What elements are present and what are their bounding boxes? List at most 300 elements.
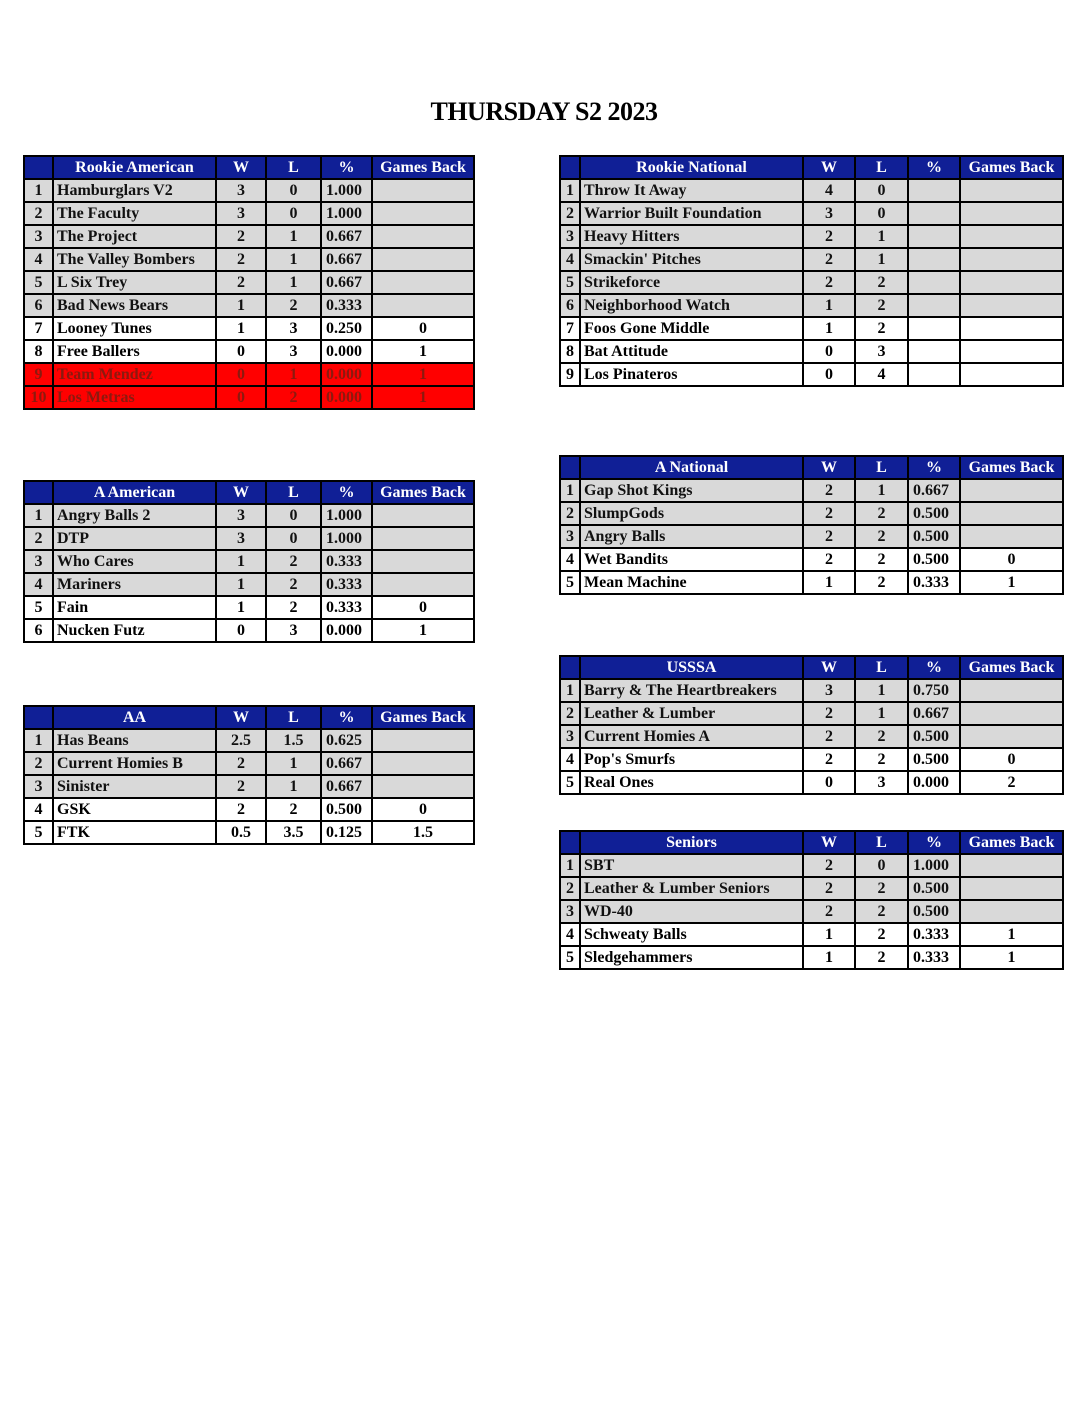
rank-cell: 4: [24, 573, 53, 596]
wins-cell: 2: [216, 225, 266, 248]
header-pct: %: [908, 456, 960, 479]
standings-table-rookie-american: [23, 155, 475, 410]
header-games-back: Games Back: [960, 656, 1063, 679]
games-back-cell: 0: [372, 596, 474, 619]
games-back-cell: [372, 504, 474, 527]
table-row: [560, 725, 1063, 748]
games-back-cell: 1: [960, 571, 1063, 594]
table-row: [24, 798, 474, 821]
rank-cell: 1: [560, 679, 580, 702]
losses-cell: 2: [855, 571, 908, 594]
division-name: AA: [53, 706, 216, 729]
table-row: [24, 550, 474, 573]
team-name-cell: Los Pinateros: [580, 363, 803, 386]
table-row: [24, 821, 474, 844]
pct-cell: 0.000: [908, 771, 960, 794]
games-back-cell: 0: [372, 798, 474, 821]
rank-cell: 2: [24, 527, 53, 550]
rank-cell: 9: [24, 363, 53, 386]
table-row: [24, 729, 474, 752]
team-name-cell: The Project: [53, 225, 216, 248]
header-wins: W: [216, 156, 266, 179]
table-header-row: [560, 831, 1063, 854]
games-back-cell: [372, 573, 474, 596]
team-name-cell: Who Cares: [53, 550, 216, 573]
losses-cell: 1: [266, 752, 321, 775]
table-header-row: [560, 156, 1063, 179]
team-name-cell: The Valley Bombers: [53, 248, 216, 271]
games-back-cell: [372, 179, 474, 202]
games-back-cell: [372, 775, 474, 798]
rank-cell: 6: [24, 294, 53, 317]
losses-cell: 2: [855, 548, 908, 571]
rank-cell: 3: [560, 725, 580, 748]
team-name-cell: Foos Gone Middle: [580, 317, 803, 340]
pct-cell: 0.333: [908, 923, 960, 946]
wins-cell: 3: [803, 679, 855, 702]
pct-cell: 0.667: [321, 225, 372, 248]
table-header-row: [560, 656, 1063, 679]
pct-cell: 0.000: [321, 619, 372, 642]
team-name-cell: Angry Balls: [580, 525, 803, 548]
table-row: [24, 573, 474, 596]
pct-cell: 1.000: [321, 504, 372, 527]
table-row: [560, 679, 1063, 702]
team-name-cell: Real Ones: [580, 771, 803, 794]
table-row: [560, 854, 1063, 877]
table-row: [560, 479, 1063, 502]
pct-cell: 0.500: [908, 548, 960, 571]
standings-table-a-national: [559, 455, 1064, 595]
games-back-cell: [372, 202, 474, 225]
wins-cell: 2: [216, 798, 266, 821]
games-back-cell: [960, 679, 1063, 702]
pct-cell: [908, 202, 960, 225]
header-pct: %: [321, 706, 372, 729]
losses-cell: 0: [855, 854, 908, 877]
pct-cell: 0.750: [908, 679, 960, 702]
pct-cell: 0.500: [908, 877, 960, 900]
losses-cell: 0: [266, 504, 321, 527]
losses-cell: 1: [266, 225, 321, 248]
wins-cell: 2: [803, 525, 855, 548]
games-back-cell: [372, 550, 474, 573]
wins-cell: 2: [216, 271, 266, 294]
losses-cell: 0: [266, 179, 321, 202]
losses-cell: 2: [855, 900, 908, 923]
games-back-cell: [372, 752, 474, 775]
standings-table-a-american: [23, 480, 475, 643]
table-row: [560, 571, 1063, 594]
losses-cell: 2: [855, 877, 908, 900]
games-back-cell: [960, 340, 1063, 363]
rank-cell: 1: [24, 504, 53, 527]
rank-cell: 1: [560, 854, 580, 877]
table-row: [24, 317, 474, 340]
rank-cell: 6: [24, 619, 53, 642]
team-name-cell: The Faculty: [53, 202, 216, 225]
table-row: [24, 202, 474, 225]
rank-cell: 2: [24, 202, 53, 225]
pct-cell: 0.667: [908, 479, 960, 502]
losses-cell: 3: [266, 317, 321, 340]
pct-cell: 1.000: [321, 527, 372, 550]
pct-cell: [908, 225, 960, 248]
team-name-cell: Gap Shot Kings: [580, 479, 803, 502]
header-pct: %: [908, 831, 960, 854]
wins-cell: 1: [803, 571, 855, 594]
wins-cell: 2: [803, 271, 855, 294]
pct-cell: 0.667: [321, 248, 372, 271]
losses-cell: 2: [855, 748, 908, 771]
team-name-cell: Looney Tunes: [53, 317, 216, 340]
wins-cell: 0.5: [216, 821, 266, 844]
wins-cell: 0: [216, 363, 266, 386]
team-name-cell: WD-40: [580, 900, 803, 923]
losses-cell: 1: [266, 363, 321, 386]
header-pct: %: [908, 156, 960, 179]
games-back-cell: [960, 179, 1063, 202]
team-name-cell: Current Homies B: [53, 752, 216, 775]
games-back-cell: [960, 271, 1063, 294]
games-back-cell: [372, 729, 474, 752]
rank-cell: 4: [560, 548, 580, 571]
team-name-cell: Pop's Smurfs: [580, 748, 803, 771]
rank-cell: 3: [560, 225, 580, 248]
games-back-cell: [960, 900, 1063, 923]
wins-cell: 2: [216, 752, 266, 775]
pct-cell: 0.500: [321, 798, 372, 821]
team-name-cell: Sinister: [53, 775, 216, 798]
table-row: [560, 748, 1063, 771]
rank-cell: 4: [560, 748, 580, 771]
losses-cell: 1: [855, 479, 908, 502]
pct-cell: 0.500: [908, 748, 960, 771]
team-name-cell: Warrior Built Foundation: [580, 202, 803, 225]
wins-cell: 0: [216, 340, 266, 363]
rank-cell: 2: [560, 202, 580, 225]
header-rank-cell: [560, 831, 580, 854]
pct-cell: 0.625: [321, 729, 372, 752]
games-back-cell: [960, 725, 1063, 748]
rank-cell: 5: [24, 821, 53, 844]
losses-cell: 2: [266, 798, 321, 821]
header-rank-cell: [560, 656, 580, 679]
pct-cell: 0.500: [908, 725, 960, 748]
rank-cell: 1: [560, 479, 580, 502]
losses-cell: 3.5: [266, 821, 321, 844]
page-title: THURSDAY S2 2023: [430, 97, 658, 126]
pct-cell: 0.333: [908, 946, 960, 969]
games-back-cell: [960, 525, 1063, 548]
table-row: [24, 225, 474, 248]
wins-cell: 3: [803, 202, 855, 225]
rank-cell: 1: [560, 179, 580, 202]
wins-cell: 2: [803, 479, 855, 502]
table-row: [560, 771, 1063, 794]
rank-cell: 3: [24, 775, 53, 798]
team-name-cell: Wet Bandits: [580, 548, 803, 571]
games-back-cell: 0: [960, 748, 1063, 771]
games-back-cell: 1: [372, 340, 474, 363]
team-name-cell: Leather & Lumber: [580, 702, 803, 725]
pct-cell: [908, 294, 960, 317]
team-name-cell: Hamburglars V2: [53, 179, 216, 202]
header-rank-cell: [24, 481, 53, 504]
wins-cell: 2.5: [216, 729, 266, 752]
table-row: [560, 548, 1063, 571]
wins-cell: 2: [803, 854, 855, 877]
games-back-cell: 1: [960, 923, 1063, 946]
games-back-cell: 0: [960, 548, 1063, 571]
pct-cell: 0.000: [321, 363, 372, 386]
rank-cell: 4: [24, 248, 53, 271]
team-name-cell: FTK: [53, 821, 216, 844]
table-row: [560, 363, 1063, 386]
losses-cell: 2: [266, 386, 321, 409]
losses-cell: 3: [855, 340, 908, 363]
table-row: [560, 502, 1063, 525]
rank-cell: 5: [560, 571, 580, 594]
losses-cell: 1: [266, 248, 321, 271]
losses-cell: 2: [855, 502, 908, 525]
team-name-cell: Schweaty Balls: [580, 923, 803, 946]
wins-cell: 0: [803, 771, 855, 794]
pct-cell: [908, 179, 960, 202]
standings-table-aa: [23, 705, 475, 845]
wins-cell: 1: [803, 294, 855, 317]
header-wins: W: [803, 656, 855, 679]
pct-cell: 0.333: [321, 294, 372, 317]
team-name-cell: DTP: [53, 527, 216, 550]
header-wins: W: [803, 831, 855, 854]
table-row: [560, 317, 1063, 340]
games-back-cell: 0: [372, 317, 474, 340]
losses-cell: 2: [266, 573, 321, 596]
table-row: [560, 525, 1063, 548]
wins-cell: 2: [803, 725, 855, 748]
losses-cell: 2: [855, 946, 908, 969]
wins-cell: 2: [803, 502, 855, 525]
pct-cell: 0.500: [908, 502, 960, 525]
table-row: [560, 340, 1063, 363]
losses-cell: 2: [855, 725, 908, 748]
losses-cell: 3: [266, 619, 321, 642]
rank-cell: 2: [24, 752, 53, 775]
pct-cell: 0.333: [908, 571, 960, 594]
pct-cell: 0.667: [321, 271, 372, 294]
games-back-cell: [960, 877, 1063, 900]
header-games-back: Games Back: [960, 831, 1063, 854]
pct-cell: 0.000: [321, 386, 372, 409]
table-row: [24, 775, 474, 798]
pct-cell: 0.500: [908, 525, 960, 548]
losses-cell: 4: [855, 363, 908, 386]
rank-cell: 3: [24, 225, 53, 248]
pct-cell: 0.250: [321, 317, 372, 340]
wins-cell: 0: [803, 363, 855, 386]
wins-cell: 2: [803, 748, 855, 771]
wins-cell: 1: [216, 573, 266, 596]
table-row: [560, 225, 1063, 248]
wins-cell: 3: [216, 179, 266, 202]
team-name-cell: Barry & The Heartbreakers: [580, 679, 803, 702]
rank-cell: 4: [560, 248, 580, 271]
wins-cell: 2: [803, 225, 855, 248]
table-header-row: [24, 156, 474, 179]
table-header-row: [24, 481, 474, 504]
pct-cell: [908, 271, 960, 294]
table-row: [24, 179, 474, 202]
table-row: [24, 619, 474, 642]
pct-cell: 0.667: [321, 752, 372, 775]
table-row: [24, 248, 474, 271]
division-name: Rookie American: [53, 156, 216, 179]
wins-cell: 3: [216, 504, 266, 527]
team-name-cell: Angry Balls 2: [53, 504, 216, 527]
table-row: [24, 340, 474, 363]
games-back-cell: 1: [960, 946, 1063, 969]
rank-cell: 7: [560, 317, 580, 340]
games-back-cell: [960, 479, 1063, 502]
losses-cell: 3: [855, 771, 908, 794]
rank-cell: 5: [560, 271, 580, 294]
pct-cell: [908, 363, 960, 386]
table-row: [560, 946, 1063, 969]
pct-cell: 0.333: [321, 573, 372, 596]
table-header-row: [24, 706, 474, 729]
rank-cell: 2: [560, 702, 580, 725]
division-name: Rookie National: [580, 156, 803, 179]
games-back-cell: [960, 854, 1063, 877]
team-name-cell: Team Mendez: [53, 363, 216, 386]
rank-cell: 1: [24, 729, 53, 752]
losses-cell: 0: [266, 202, 321, 225]
team-name-cell: SBT: [580, 854, 803, 877]
losses-cell: 1: [855, 702, 908, 725]
games-back-cell: [372, 271, 474, 294]
header-losses: L: [855, 456, 908, 479]
pct-cell: 0.333: [321, 550, 372, 573]
team-name-cell: Smackin' Pitches: [580, 248, 803, 271]
header-losses: L: [855, 656, 908, 679]
team-name-cell: Heavy Hitters: [580, 225, 803, 248]
losses-cell: 1: [266, 271, 321, 294]
wins-cell: 3: [216, 202, 266, 225]
games-back-cell: [960, 202, 1063, 225]
team-name-cell: L Six Trey: [53, 271, 216, 294]
header-wins: W: [803, 156, 855, 179]
team-name-cell: Bat Attitude: [580, 340, 803, 363]
losses-cell: 2: [855, 317, 908, 340]
table-row: [24, 386, 474, 409]
games-back-cell: 1: [372, 386, 474, 409]
header-losses: L: [266, 156, 321, 179]
rank-cell: 2: [560, 877, 580, 900]
wins-cell: 1: [216, 294, 266, 317]
wins-cell: 4: [803, 179, 855, 202]
team-name-cell: Throw It Away: [580, 179, 803, 202]
games-back-cell: 1: [372, 363, 474, 386]
team-name-cell: Fain: [53, 596, 216, 619]
pct-cell: [908, 317, 960, 340]
rank-cell: 3: [24, 550, 53, 573]
header-games-back: Games Back: [372, 481, 474, 504]
wins-cell: 2: [216, 248, 266, 271]
games-back-cell: [960, 317, 1063, 340]
table-row: [24, 752, 474, 775]
pct-cell: 1.000: [321, 179, 372, 202]
header-losses: L: [266, 706, 321, 729]
header-losses: L: [855, 156, 908, 179]
header-games-back: Games Back: [960, 156, 1063, 179]
losses-cell: 2: [266, 550, 321, 573]
wins-cell: 0: [216, 619, 266, 642]
wins-cell: 2: [216, 775, 266, 798]
table-row: [560, 923, 1063, 946]
rank-cell: 4: [24, 798, 53, 821]
losses-cell: 0: [855, 202, 908, 225]
pct-cell: 0.667: [321, 775, 372, 798]
standings-table-usssa: [559, 655, 1064, 795]
games-back-cell: 1.5: [372, 821, 474, 844]
rank-cell: 5: [560, 946, 580, 969]
pct-cell: 0.500: [908, 900, 960, 923]
header-pct: %: [321, 156, 372, 179]
header-pct: %: [908, 656, 960, 679]
rank-cell: 5: [24, 271, 53, 294]
games-back-cell: [960, 363, 1063, 386]
table-row: [560, 877, 1063, 900]
wins-cell: 2: [803, 248, 855, 271]
table-header-row: [560, 456, 1063, 479]
team-name-cell: Strikeforce: [580, 271, 803, 294]
rank-cell: 4: [560, 923, 580, 946]
wins-cell: 1: [216, 550, 266, 573]
losses-cell: 1.5: [266, 729, 321, 752]
header-rank-cell: [560, 156, 580, 179]
header-wins: W: [803, 456, 855, 479]
losses-cell: 2: [855, 525, 908, 548]
team-name-cell: Has Beans: [53, 729, 216, 752]
wins-cell: 1: [803, 946, 855, 969]
losses-cell: 2: [266, 294, 321, 317]
pct-cell: 0.000: [321, 340, 372, 363]
rank-cell: 5: [24, 596, 53, 619]
header-pct: %: [321, 481, 372, 504]
header-rank-cell: [24, 706, 53, 729]
standings-table-rookie-national: [559, 155, 1064, 387]
header-games-back: Games Back: [372, 706, 474, 729]
team-name-cell: Sledgehammers: [580, 946, 803, 969]
table-row: [560, 202, 1063, 225]
losses-cell: 2: [855, 923, 908, 946]
table-row: [560, 900, 1063, 923]
losses-cell: 3: [266, 340, 321, 363]
pct-cell: [908, 248, 960, 271]
games-back-cell: 1: [372, 619, 474, 642]
wins-cell: 0: [803, 340, 855, 363]
wins-cell: 1: [803, 317, 855, 340]
games-back-cell: [372, 248, 474, 271]
losses-cell: 2: [855, 294, 908, 317]
losses-cell: 2: [266, 596, 321, 619]
losses-cell: 1: [855, 679, 908, 702]
division-name: USSSA: [580, 656, 803, 679]
table-row: [560, 248, 1063, 271]
rank-cell: 1: [24, 179, 53, 202]
losses-cell: 0: [855, 179, 908, 202]
